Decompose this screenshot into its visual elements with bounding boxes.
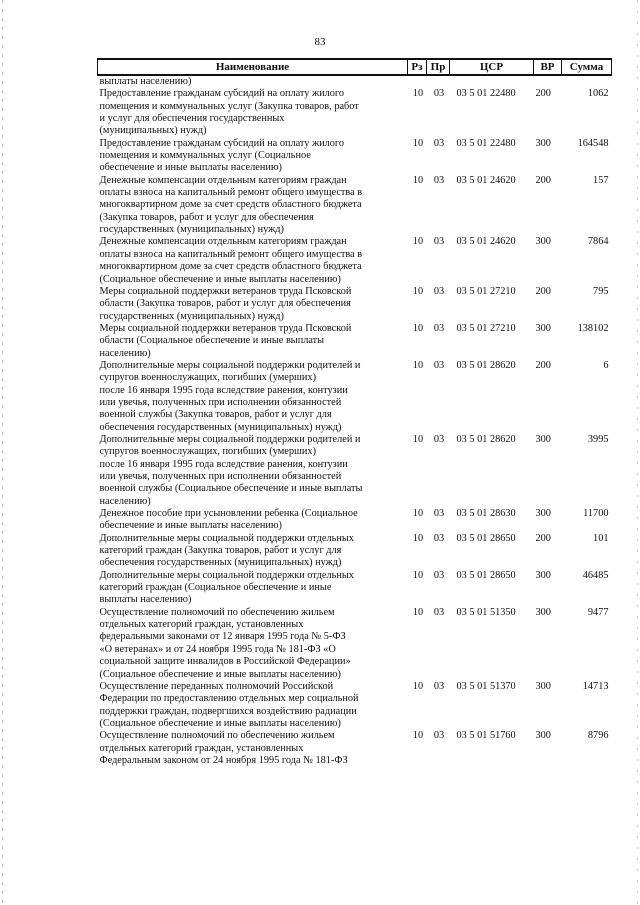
row-rz-cell: 10 (412, 285, 424, 297)
row-name-line: Денежные компенсации отдельным категориям граждан (99, 174, 347, 186)
row-csr-cell: 03 5 01 27210 (456, 322, 516, 334)
table-row (98, 88, 612, 137)
row-name-cell (98, 508, 408, 533)
header-rz: Рз (408, 59, 427, 75)
row-name-cell (98, 236, 408, 285)
row-csr-cell: 03 5 01 28650 (456, 569, 516, 581)
table-row (98, 533, 612, 570)
row-name-line: обеспечения государственных (муниципальных) нужд) (99, 421, 342, 433)
row-sum-cell: 11700 (583, 508, 609, 520)
row-sum-cell: 14713 (582, 680, 609, 692)
row-name-line: (Социальное обеспечение и иные выплаты населению) (99, 273, 341, 285)
row-vr-cell: 300 (535, 236, 551, 248)
row-vr-cell: 200 (535, 532, 551, 544)
budget-table (97, 58, 612, 767)
row-rz-cell: 10 (412, 322, 424, 334)
row-name-line: государственных (муниципальных) нужд) (99, 310, 284, 322)
row-rz-cell (408, 75, 427, 88)
row-name-line: Предоставление гражданам субсидий на оплату жилого (99, 137, 345, 149)
row-name-line: помещения и коммунальных услуг (Социальное (99, 150, 311, 162)
row-name-line: Дополнительные меры социальной поддержки родителей и (99, 359, 361, 371)
row-name-line: (Социальное обеспечение и иные выплаты населению) (99, 717, 341, 729)
row-rz-cell: 10 (412, 137, 424, 149)
row-sum-cell: 1062 (587, 88, 609, 100)
row-name-line: обеспечение и иные выплаты населению) (99, 162, 282, 174)
row-pr-cell: 03 (433, 606, 445, 618)
page-number: 83 (314, 36, 326, 48)
row-vr-cell: 200 (535, 285, 551, 297)
row-name-line: и услуг для обеспечения государственных (99, 113, 285, 125)
row-csr-cell: 03 5 01 22480 (456, 137, 516, 149)
row-name-line: Меры социальной поддержки ветеранов труда Псковской (99, 285, 352, 297)
row-name-line: (муниципальных) нужд) (99, 125, 207, 137)
table-row (98, 570, 612, 607)
row-name-cell (98, 607, 408, 681)
row-sum-cell: 164548 (577, 137, 609, 149)
row-csr-cell: 03 5 01 28620 (456, 359, 516, 371)
row-name-line: (Закупка товаров, работ и услуг для обеспечения (99, 211, 314, 223)
row-name-cell (98, 286, 408, 323)
row-name-cell (98, 75, 408, 88)
row-name-line: населению) (99, 495, 151, 507)
row-vr-cell: 300 (535, 730, 551, 742)
row-name-cell (98, 88, 408, 137)
row-name-line: супругов военнослужащих, погибших (умерших) (99, 372, 316, 384)
row-name-cell (98, 323, 408, 360)
row-sum-cell: 46485 (582, 569, 609, 581)
scan-edge-right (637, 0, 638, 905)
table-row (98, 138, 612, 175)
row-rz-cell: 10 (412, 174, 424, 186)
scan-edge-left (2, 0, 3, 905)
header-name: Наименование (98, 59, 408, 75)
row-pr-cell: 03 (433, 730, 445, 742)
row-rz-cell: 10 (412, 88, 424, 100)
row-pr-cell: 03 (433, 174, 445, 186)
row-name-line: супругов военнослужащих, погибших (умерших) (99, 446, 316, 458)
row-sum-cell: 7864 (587, 236, 609, 248)
row-name-line: Осуществление полномочий по обеспечению жильем (99, 606, 335, 618)
row-pr-cell: 03 (433, 433, 445, 445)
row-vr-cell: 300 (535, 569, 551, 581)
header-csr: ЦСР (450, 59, 534, 75)
row-name-line: области (Закупка товаров, работ и услуг для обеспечения (99, 298, 351, 310)
table-row (98, 360, 612, 434)
table-row (98, 434, 612, 508)
row-name-line: военной службы (Социальное обеспечение и иные выплаты (99, 483, 363, 495)
row-rz-cell: 10 (412, 359, 424, 371)
table-row (98, 508, 612, 533)
row-rz-cell: 10 (412, 569, 424, 581)
row-name-line: (Социальное обеспечение и иные выплаты населению) (99, 668, 341, 680)
row-csr-cell: 03 5 01 28620 (456, 433, 516, 445)
row-sum-cell: 157 (593, 174, 609, 186)
row-name-line: Федеральным законом от 24 ноября 1995 года № 181-ФЗ (99, 754, 348, 766)
row-csr-cell: 03 5 01 51350 (456, 606, 516, 618)
row-pr-cell: 03 (433, 322, 445, 334)
row-pr-cell: 03 (433, 569, 445, 581)
row-name-line: многоквартирном доме за счет средств областного бюджета (99, 199, 362, 211)
row-csr-cell: 03 5 01 22480 (456, 88, 516, 100)
row-name-line: категорий граждан (Социальное обеспечение и иные (99, 582, 332, 594)
row-pr-cell: 03 (433, 359, 445, 371)
table-row (98, 681, 612, 730)
row-sum-cell: 9477 (587, 606, 609, 618)
row-csr-cell: 03 5 01 24620 (456, 174, 516, 186)
row-sum-cell: 101 (593, 532, 609, 544)
row-name-line: Федерации по предоставлению отдельных мер социальной (99, 693, 359, 705)
row-rz-cell: 10 (412, 236, 424, 248)
row-name-cell (98, 570, 408, 607)
row-name-line: обеспечение и иные выплаты населению) (99, 520, 282, 532)
row-name-line: обеспечения государственных (муниципальных) нужд) (99, 557, 342, 569)
row-vr-cell: 300 (535, 433, 551, 445)
table-row (98, 175, 612, 237)
table-row (98, 323, 612, 360)
row-vr-cell: 300 (535, 322, 551, 334)
row-pr-cell: 03 (433, 88, 445, 100)
row-name-cell (98, 360, 408, 434)
row-name-line: Осуществление полномочий по обеспечению жильем (99, 730, 335, 742)
row-name-cell (98, 730, 408, 767)
row-csr-cell: 03 5 01 28630 (456, 508, 516, 520)
row-csr-cell: 03 5 01 28650 (456, 532, 516, 544)
row-vr-cell: 300 (535, 680, 551, 692)
row-name-line: населению) (99, 347, 151, 359)
row-name-line: Дополнительные меры социальной поддержки отдельных (99, 569, 354, 581)
row-name-line: федеральными законами от 12 января 1995 года № 5-ФЗ (99, 631, 346, 643)
row-sum-cell: 3995 (587, 433, 609, 445)
header-pr: Пр (427, 59, 450, 75)
row-name-line: Меры социальной поддержки ветеранов труда Псковской (99, 322, 352, 334)
row-vr-cell: 300 (535, 508, 551, 520)
row-name-line: Дополнительные меры социальной поддержки отдельных (99, 532, 354, 544)
row-pr-cell (427, 75, 450, 88)
row-name-cell (98, 533, 408, 570)
row-name-line: помещения и коммунальных услуг (Закупка товаров, работ (99, 100, 359, 112)
row-name-line: Денежное пособие при усыновлении ребенка (Социальное (99, 508, 358, 520)
row-name-line: «О ветеранах» и от 24 ноября 1995 года № 181-ФЗ «О (99, 643, 336, 655)
row-pr-cell: 03 (433, 508, 445, 520)
row-name-line: выплаты населению) (99, 594, 192, 606)
row-name-line: Дополнительные меры социальной поддержки родителей и (99, 433, 361, 445)
row-name-line: социальной защите инвалидов в Российской Федерации» (99, 656, 351, 668)
row-sum-cell: 795 (593, 285, 609, 297)
row-name-cell (98, 175, 408, 237)
row-name-line: Предоставление гражданам субсидий на оплату жилого (99, 88, 345, 100)
row-name-line: или увечья, полученных при исполнении обязанностей (99, 396, 342, 408)
table-row (98, 730, 612, 767)
row-sum-cell: 8796 (587, 730, 609, 742)
row-name-line: выплаты населению) (99, 76, 192, 87)
header-vr: ВР (534, 59, 562, 75)
row-name-line: поддержки граждан, подвергшихся воздействию радиации (99, 705, 357, 717)
row-sum-cell: 6 (603, 359, 609, 371)
row-name-line: отдельных категорий граждан, установленных (99, 619, 304, 631)
row-name-line: Денежные компенсации отдельным категориям граждан (99, 236, 347, 248)
row-pr-cell: 03 (433, 680, 445, 692)
row-name-line: многоквартирном доме за счет средств областного бюджета (99, 261, 362, 273)
row-sum-cell: 138102 (577, 322, 609, 334)
header-sum: Сумма (562, 59, 612, 75)
row-pr-cell: 03 (433, 137, 445, 149)
row-pr-cell: 03 (433, 532, 445, 544)
row-name-cell (98, 434, 408, 508)
row-csr-cell: 03 5 01 51370 (456, 680, 516, 692)
row-vr-cell (534, 75, 562, 88)
row-csr-cell (450, 75, 534, 88)
table-row (98, 75, 612, 88)
row-vr-cell: 200 (535, 359, 551, 371)
row-name-line: оплаты взноса на капитальный ремонт общего имущества в (99, 248, 363, 260)
row-name-line: оплаты взноса на капитальный ремонт общего имущества в (99, 187, 363, 199)
row-csr-cell: 03 5 01 27210 (456, 285, 516, 297)
table-row (98, 286, 612, 323)
row-name-line: военной службы (Закупка товаров, работ и услуг для (99, 409, 332, 421)
row-vr-cell: 200 (535, 88, 551, 100)
row-name-line: Осуществление переданных полномочий Российской (99, 680, 334, 692)
row-rz-cell: 10 (412, 606, 424, 618)
row-name-cell (98, 138, 408, 175)
row-rz-cell: 10 (412, 730, 424, 742)
table-header-row (98, 59, 612, 75)
row-name-line: или увечья, полученных при исполнении обязанностей (99, 471, 342, 482)
row-name-line: категорий граждан (Закупка товаров, работ и услуг для (99, 545, 342, 557)
row-csr-cell: 03 5 01 24620 (456, 236, 516, 248)
row-pr-cell: 03 (433, 285, 445, 297)
budget-table-container (97, 58, 611, 767)
row-rz-cell: 10 (412, 433, 424, 445)
table-row (98, 236, 612, 285)
row-pr-cell: 03 (433, 236, 445, 248)
row-name-line: отдельных категорий граждан, установленных (99, 742, 304, 754)
row-csr-cell: 03 5 01 51760 (456, 730, 516, 742)
row-name-line: после 16 января 1995 года вследствие ранения, контузии (99, 458, 348, 470)
row-name-cell (98, 681, 408, 730)
row-name-line: после 16 января 1995 года вследствие ранения, контузии (99, 384, 348, 396)
row-vr-cell: 300 (535, 606, 551, 618)
table-row (98, 607, 612, 681)
row-rz-cell: 10 (412, 532, 424, 544)
row-name-line: области (Социальное обеспечение и иные выплаты (99, 335, 325, 347)
row-vr-cell: 300 (535, 137, 551, 149)
row-name-line: государственных (муниципальных) нужд) (99, 224, 284, 236)
row-sum-cell (562, 75, 612, 88)
row-vr-cell: 200 (535, 174, 551, 186)
row-rz-cell: 10 (412, 680, 424, 692)
row-rz-cell: 10 (412, 508, 424, 520)
